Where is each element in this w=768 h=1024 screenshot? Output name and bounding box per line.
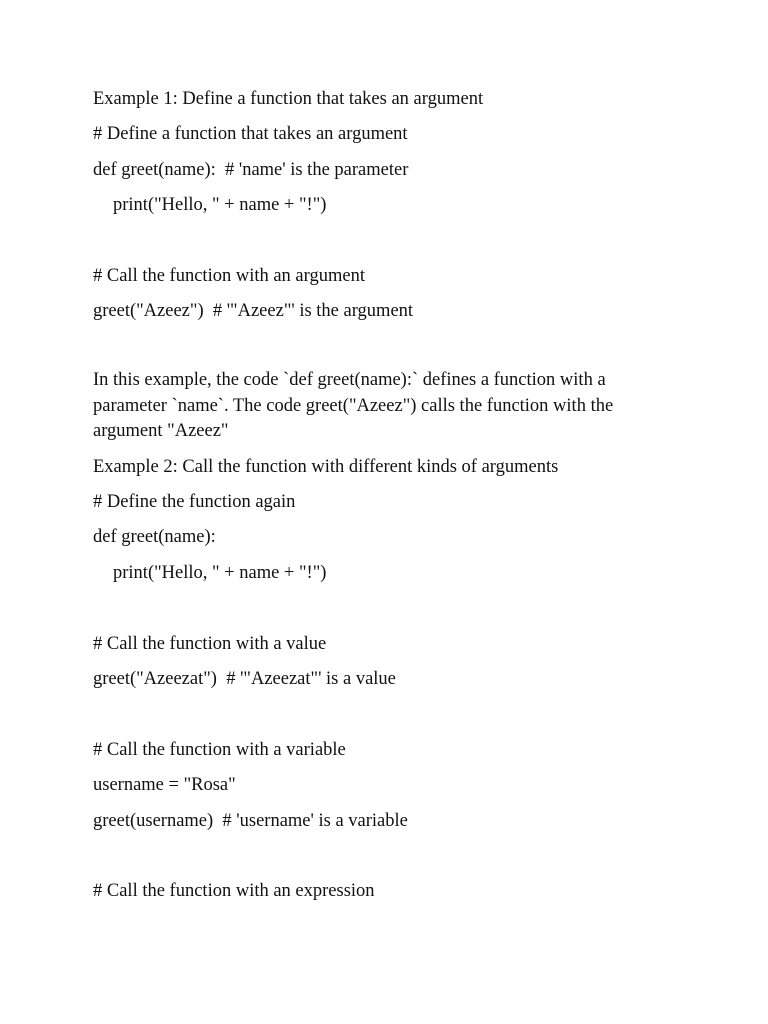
code-print-line: print("Hello, " + name + "!") xyxy=(113,195,327,216)
code-comment-line: # Call the function with an expression xyxy=(93,881,375,902)
code-comment-line: # Call the function with a variable xyxy=(93,739,346,760)
code-comment-line: # Define the function again xyxy=(93,492,296,513)
code-def-line: def greet(name): # 'name' is the parameter xyxy=(93,159,409,180)
document-body xyxy=(93,86,683,914)
blank-line xyxy=(93,701,683,736)
code-comment-line: # Call the function with an argument xyxy=(93,265,365,286)
blank-line xyxy=(93,843,683,878)
code-comment-line: # Define a function that takes an argument xyxy=(93,124,408,145)
example-2-heading: Example 2: Call the function with different kinds of arguments xyxy=(93,456,559,477)
code-call-line: greet("Azeez") # '"Azeez"' is the argument xyxy=(93,301,414,322)
example-1-heading: Example 1: Define a function that takes an argument xyxy=(93,89,484,109)
code-call-line: greet("Azeezat") # '"Azeezat"' is a value xyxy=(93,668,396,689)
code-def-line: def greet(name): xyxy=(93,527,216,548)
blank-line xyxy=(93,334,683,369)
code-print-line: print("Hello, " + name + "!") xyxy=(113,562,327,583)
blank-line xyxy=(93,228,683,263)
blank-line xyxy=(93,595,683,630)
code-comment-line: # Call the function with a value xyxy=(93,633,327,654)
code-assignment-line: username = "Rosa" xyxy=(93,775,236,796)
code-call-line: greet(username) # 'username' is a variable xyxy=(93,810,408,831)
explanation-paragraph: In this example, the code `def greet(name):` defines a function with a parameter `name`. The code greet("Azeez") calls the function with the argument "Azeez" xyxy=(93,370,614,442)
